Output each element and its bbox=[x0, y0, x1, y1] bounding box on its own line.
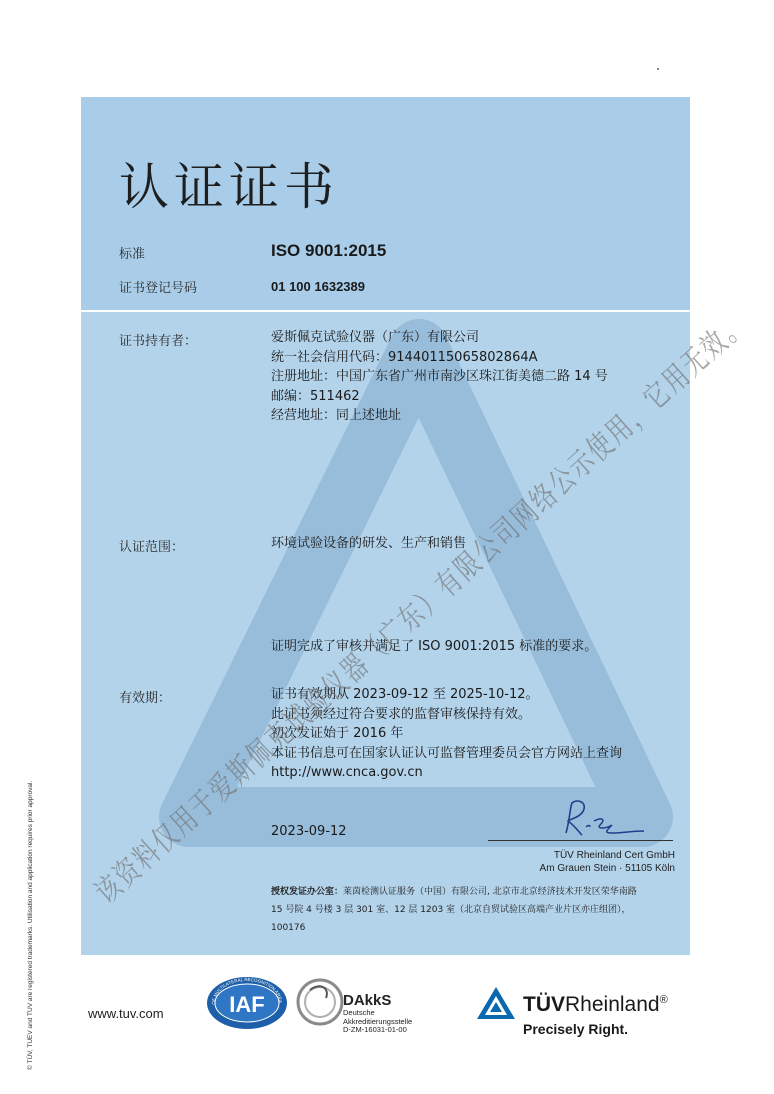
holder-block bbox=[271, 328, 608, 426]
initial-issue: 初次发证始于 2016 年 bbox=[271, 726, 404, 741]
iaf-text: IAF bbox=[229, 992, 265, 1017]
tuv-brand bbox=[523, 993, 668, 1017]
registration-label: 证书登记号码 bbox=[119, 281, 198, 296]
standard-label: 标准 bbox=[119, 247, 146, 262]
scope-value: 环境试验设备的研发、生产和销售 bbox=[271, 536, 467, 551]
scope-label: 认证范围： bbox=[119, 540, 185, 555]
dakks-sub2: Akkreditierungsstelle bbox=[343, 1016, 413, 1026]
iaf-logo bbox=[205, 975, 289, 1031]
validity-block bbox=[271, 685, 622, 783]
tuv-brand-mark: ® bbox=[659, 994, 668, 1006]
authorized-office-label: 授权发证办公室： bbox=[271, 887, 344, 897]
holder-company: 爱斯佩克试验仪器（广东）有限公司 bbox=[271, 330, 480, 345]
validity-period: 证书有效期从 2023-09-12 至 2025-10-12。 bbox=[271, 687, 539, 702]
certificate-panel bbox=[81, 97, 690, 955]
website-link[interactable]: www.tuv.com bbox=[88, 1006, 164, 1021]
compliance-statement: 证明完成了审核并满足了 ISO 9001:2015 标准的要求。 bbox=[271, 639, 598, 654]
trademark-note: © TÜV, TUEV and TUV are registered trademarks. Utilisation and application requires prior approval. bbox=[27, 780, 34, 1070]
issuer-address: Am Grauen Stein · 51105 Köln bbox=[539, 863, 675, 874]
dakks-id: D-ZM-16031-01-00 bbox=[343, 1025, 407, 1034]
certificate-title: 认证证书 bbox=[119, 158, 339, 216]
holder-label: 证书持有者： bbox=[119, 334, 198, 349]
tuv-brand-bold: TÜV bbox=[523, 993, 565, 1016]
issue-date: 2023-09-12 bbox=[271, 824, 347, 839]
validity-label: 有效期： bbox=[119, 691, 172, 706]
cnca-url: http://www.cnca.gov.cn bbox=[271, 765, 423, 780]
dakks-emblem bbox=[296, 976, 344, 1028]
issuer-name: TÜV Rheinland Cert GmbH bbox=[553, 850, 675, 861]
dakks-text-block bbox=[343, 992, 412, 1035]
validity-condition: 此证书须经过符合要求的监督审核保持有效。 bbox=[271, 706, 532, 722]
iaf-ring-text: OF MULTILATERAL RECOGNITION ARRA bbox=[210, 976, 284, 1005]
cnca-query-note: 本证书信息可在国家认证认可监督管理委员会官方网站上查询 bbox=[271, 745, 623, 761]
holder-postcode: 邮编：511462 bbox=[271, 388, 360, 404]
tuv-triangle-icon bbox=[475, 985, 517, 1021]
tuv-brand-rest: Rheinland bbox=[565, 993, 660, 1016]
signature-line bbox=[488, 840, 673, 841]
dakks-title: DAkkS bbox=[343, 992, 392, 1009]
dakks-sub1: Deutsche bbox=[343, 1008, 375, 1017]
authorized-office-text-1: 莱茵检测认证服务（中国）有限公司, 北京市北京经济技术开发区荣华南路 bbox=[343, 887, 637, 897]
scan-speck bbox=[657, 68, 659, 70]
issuer-block bbox=[540, 849, 675, 875]
signature-graphic bbox=[556, 797, 646, 841]
registration-value: 01 100 1632389 bbox=[271, 279, 365, 294]
holder-business-address: 经营地址：同上述地址 bbox=[271, 408, 402, 423]
tuv-slogan: Precisely Right. bbox=[523, 1021, 629, 1037]
authorized-office-block bbox=[271, 883, 686, 937]
holder-credit-code: 统一社会信用代码：91440115065802864A bbox=[271, 349, 538, 365]
standard-value: ISO 9001:2015 bbox=[271, 241, 387, 260]
holder-registered-address: 注册地址：中国广东省广州市南沙区珠江街美德二路 14 号 bbox=[271, 369, 608, 384]
authorized-office-text-3: 100176 bbox=[271, 923, 306, 933]
authorized-office-text-2: 15 号院 4 号楼 3 层 301 室、12 层 1203 室（北京自贸试验区高端产业片区亦庄组团）， bbox=[271, 905, 631, 915]
